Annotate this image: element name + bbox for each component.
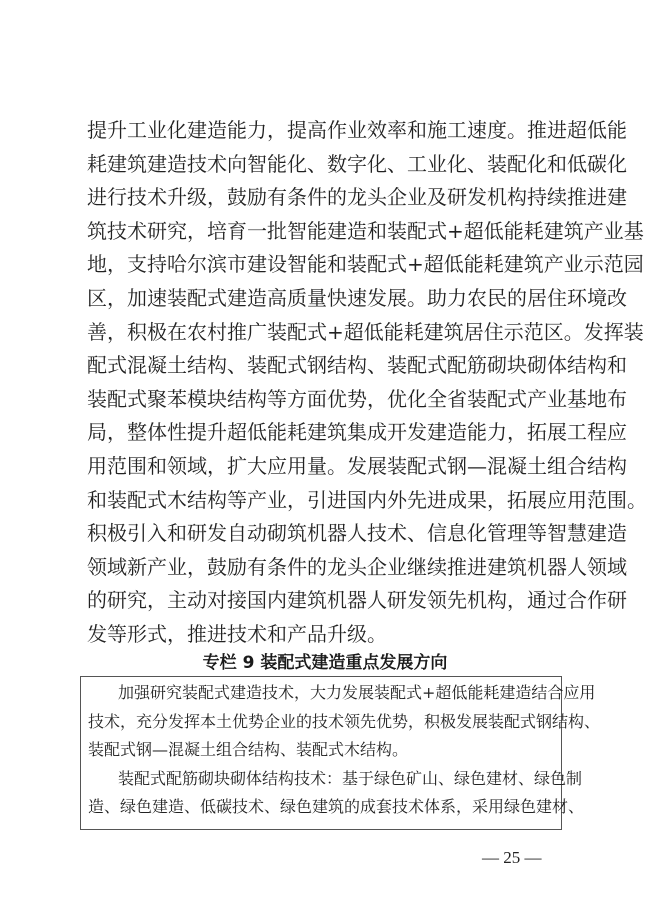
text-line: 筑技术研究，培育一批智能建造和装配式+超低能耗建筑产业基 bbox=[87, 218, 644, 243]
box-title: 专栏 9 装配式建造重点发展方向 bbox=[202, 653, 448, 673]
box-text-line: 造、绿色建造、低碳技术、绿色建筑的成套技术体系，采用绿色建材、 bbox=[88, 797, 585, 816]
box-text-line: 加强研究装配式建造技术，大力发展装配式+超低能耗建造结合应用 bbox=[118, 683, 596, 702]
text-line: 发等形式，推进技术和产品升级。 bbox=[87, 621, 387, 646]
text-line: 提升工业化建造能力，提高作业效率和施工速度。推进超低能 bbox=[87, 118, 627, 142]
text-line: 和装配式木结构等产业，引进国内外先进成果，拓展应用范围。 bbox=[87, 487, 647, 512]
text-line: 用范围和领域，扩大应用量。发展装配式钢—混凝土组合结构 bbox=[87, 453, 627, 478]
text-line: 领域新产业，鼓励有条件的龙头企业继续推进建筑机器人领域 bbox=[87, 554, 627, 579]
box-text-line: 装配式钢—混凝土组合结构、装配式木结构。 bbox=[88, 740, 409, 759]
sidebar-box bbox=[80, 676, 601, 830]
text-line: 的研究，主动对接国内建筑机器人研发领先机构，通过合作研 bbox=[87, 588, 627, 613]
box-text-line: 装配式配筋砌块砌体结构技术：基于绿色矿山、绿色建材、绿色制 bbox=[118, 768, 583, 788]
text-line: 耗建筑建造技术向智能化、数字化、工业化、装配化和低碳化 bbox=[87, 151, 627, 176]
page-number: — 25 — bbox=[482, 848, 542, 867]
text-line: 局，整体性提升超低能耗建筑集成开发建造能力，拓展工程应 bbox=[87, 420, 627, 445]
text-line: 地，支持哈尔滨市建设智能和装配式+超低能耗建筑产业示范园 bbox=[87, 252, 644, 277]
text-line: 积极引入和研发自动砌筑机器人技术、信息化管理等智慧建造 bbox=[87, 521, 627, 546]
text-line: 区，加速装配式建造高质量快速发展。助力农民的居住环境改 bbox=[87, 285, 627, 310]
text-line: 装配式聚苯模块结构等方面优势，优化全省装配式产业基地布 bbox=[87, 386, 627, 411]
text-line: 善，积极在农村推广装配式+超低能耗建筑居住示范区。发挥装 bbox=[87, 319, 644, 344]
body-paragraph bbox=[87, 116, 647, 654]
box-text-line: 技术，充分发挥本土优势企业的技术领先优势，积极发展装配式钢结构、 bbox=[88, 711, 601, 731]
text-line: 配式混凝土结构、装配式钢结构、装配式配筋砌块砌体结构和 bbox=[87, 353, 627, 378]
text-line: 进行技术升级，鼓励有条件的龙头企业及研发机构持续推进建 bbox=[87, 185, 627, 210]
